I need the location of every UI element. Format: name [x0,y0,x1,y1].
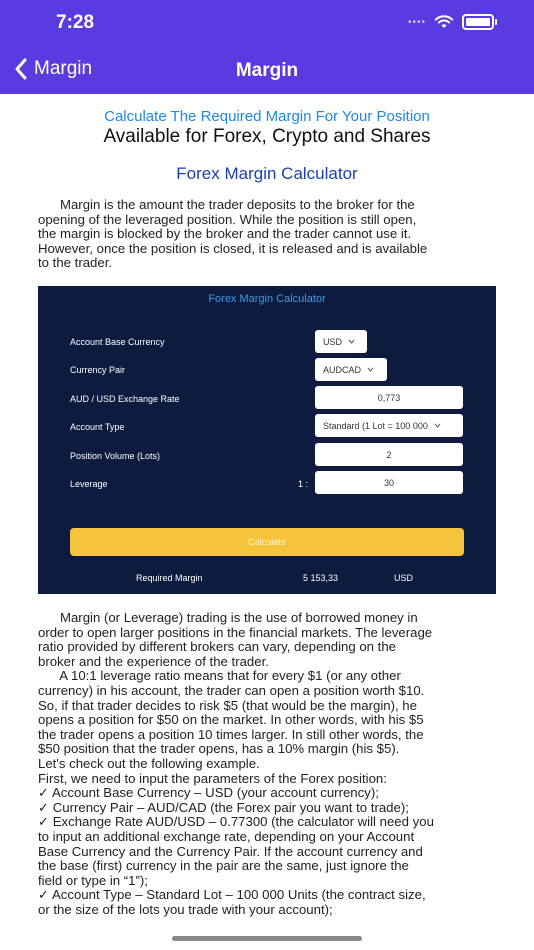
status-time: 7:28 [56,12,95,33]
text-line: Let's check out the following example. [38,755,260,771]
text-line: to the trader. [38,255,113,271]
text-line: currency) in his account, the trader can open a position worth $10. [38,682,425,698]
account-base-currency-select[interactable] [315,330,367,353]
chevron-down-icon [367,367,374,372]
required-margin-currency: USD [394,573,414,583]
text-line: A 10:1 leverage ratio means that for every $1 (or any other [38,668,401,684]
text-line: Base Currency and the Currency Pair. If the account currency and [38,843,423,859]
text-line: the base (first) currency in the pair are the same, just ignore the [38,858,409,874]
leverage-prefix: 1 : [298,479,309,489]
text-line: ✓ Account Base Currency – USD (your account currency); [38,785,379,801]
exchange-rate-label: AUD / USD Exchange Rate [70,394,180,404]
wifi-icon [434,15,454,29]
home-indicator[interactable] [172,936,362,941]
text-line: order to open larger positions in the financial markets. The leverage [38,624,433,640]
text-line: First, we need to input the parameters of the Forex position: [38,770,387,786]
position-volume-label: Position Volume (Lots) [70,451,161,461]
text-line: ✓ Currency Pair – AUD/CAD (the Forex pair you want to trade); [38,799,409,815]
calculator-title: Forex Margin Calculator [208,293,326,305]
select-value: AUDCAD [323,364,362,375]
text-line: Margin is the amount the trader deposits to the broker for the [38,197,415,212]
text-line: or the size of the lots you trade with your account); [38,901,333,917]
required-margin-value: 5 153,33 [303,573,339,583]
text-line: ✓ Exchange Rate AUD/USD – 0.77300 (the calculator will need you [38,814,434,830]
battery-icon [462,14,494,30]
leverage-input[interactable]: 30 [315,471,463,494]
chevron-down-icon [348,339,355,344]
calculate-button[interactable]: Calculate [70,528,464,556]
text-line: field or type in “1”); [38,872,148,888]
select-value: USD [323,336,343,347]
back-label: Margin [34,58,93,79]
chevron-down-icon [434,423,441,428]
article-body [38,611,498,917]
text-line: the trader opens a position 10 times larger. In still other words, the [38,726,424,742]
currency-pair-select[interactable] [315,358,387,381]
text-line: ratio provided by different brokers can vary, depending on the [38,639,396,655]
text-line: $50 position that the trader opens, has a 10% margin (his $5). [38,741,400,757]
text-line: ✓ Account Type – Standard Lot – 100 000 Units (the contract size, [38,887,426,903]
text-line: opening of the leveraged position. While the position is still open, [38,211,417,227]
margin-calculator [38,286,496,594]
signal-indicator: •••• [407,16,426,28]
section-title: Forex Margin Calculator [176,164,358,183]
account-base-currency-label: Account Base Currency [70,337,165,347]
select-value: Standard (1 Lot = 100 000 [323,420,428,431]
app-header [0,0,534,94]
text-line: to input an additional exchange rate, depending on your Account [38,828,415,844]
text-line: So, if that trader decides to risk $5 (that would be the margin), he [38,697,417,713]
intro-paragraph [38,198,498,271]
account-type-select[interactable] [315,414,463,437]
required-margin-label: Required Margin [136,573,203,583]
subtitle: Available for Forex, Crypto and Shares [103,126,431,147]
text-line: broker and the experience of the trader. [38,653,269,669]
currency-pair-label: Currency Pair [70,365,126,375]
account-type-label: Account Type [70,422,125,432]
text-line: opens a position for $50 on the market. In other words, with his $5 [38,712,424,728]
text-line: Margin (or Leverage) trading is the use of borrowed money in [38,610,418,625]
leverage-label: Leverage [70,479,108,489]
exchange-rate-input[interactable]: 0,773 [315,386,463,409]
tagline: Calculate The Required Margin For Your Position [104,108,430,125]
text-line: the margin is blocked by the broker and the trader cannot use it. [38,226,412,242]
text-line: However, once the position is closed, it is released and is available [38,240,428,256]
position-volume-input[interactable]: 2 [315,443,463,466]
status-icons [408,14,494,30]
nav-title: Margin [235,60,299,81]
